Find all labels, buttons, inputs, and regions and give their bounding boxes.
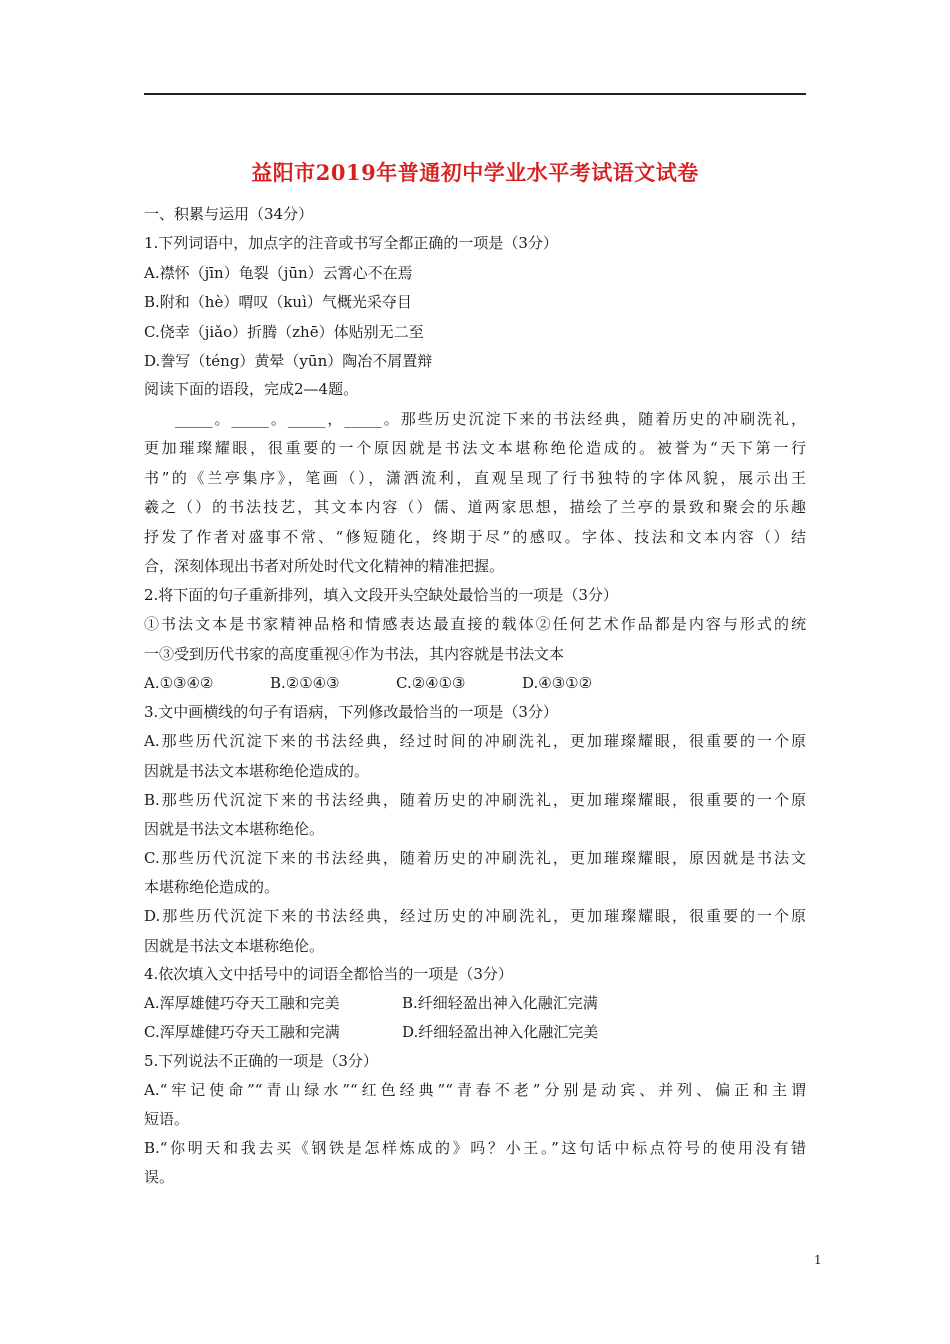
q2-option-d: D.④③①② bbox=[522, 674, 593, 692]
passage-line-3: 书”的《兰亭集序》，笔画（），潇洒流利，直观呈现了行书独特的字体风貌，展示出王 bbox=[144, 469, 806, 487]
page-number: 1 bbox=[814, 1253, 822, 1267]
passage-line-1: _____。_____。_____，_____。那些历史沉淀下来的书法经典，随着历史的冲刷洗礼， bbox=[175, 410, 806, 428]
q4-options-row-2 bbox=[144, 1021, 598, 1043]
q2-stem: 2.将下面的句子重新排列，填入文段开头空缺处最恰当的一项是（3分） bbox=[144, 586, 618, 604]
q3-option-a-line-1: A.那些历代沉淀下来的书法经典，经过时间的冲刷洗礼，更加璀璨耀眼，很重要的一个原 bbox=[144, 732, 806, 750]
exam-title: 益阳市2019年普通初中学业水平考试语文试卷 bbox=[251, 160, 699, 185]
q2-option-b: B.②①④③ bbox=[270, 674, 340, 692]
q2-sentences-line-1: ①书法文本是书家精神品格和情感表达最直接的载体②任何艺术作品都是内容与形式的统 bbox=[144, 615, 806, 633]
q5-option-b-line-1: B.“你明天和我去买《钢铁是怎样炼成的》吗？小王。”这句话中标点符号的使用没有错 bbox=[144, 1139, 806, 1157]
q2-option-c: C.②④①③ bbox=[396, 674, 466, 692]
q4-option-c: C.浑厚雄健巧夺天工融和完满 bbox=[144, 1023, 340, 1041]
q3-option-c-line-2: 本堪称绝伦造成的。 bbox=[144, 878, 280, 896]
q1-stem: 1.下列词语中，加点字的注音或书写全都正确的一项是（3分） bbox=[144, 234, 558, 252]
q5-option-a-line-1: A.“牢记使命”“青山绿水”“红色经典”“青春不老”分别是动宾、并列、偏正和主谓 bbox=[144, 1081, 806, 1099]
q2-options bbox=[144, 672, 592, 694]
passage-line-6: 合，深刻体现出书者对所处时代文化精神的精准把握。 bbox=[144, 557, 505, 575]
q3-option-b-line-2: 因就是书法文本堪称绝伦。 bbox=[144, 820, 325, 838]
q2-sentences-line-2: 一③受到历代书家的高度重视④作为书法，其内容就是书法文本 bbox=[144, 645, 565, 663]
q4-stem: 4.依次填入文中括号中的词语全都恰当的一项是（3分） bbox=[144, 965, 513, 983]
q3-stem: 3.文中画横线的句子有语病，下列修改最恰当的一项是（3分） bbox=[144, 703, 558, 721]
q3-option-d-line-2: 因就是书法文本堪称绝伦。 bbox=[144, 937, 325, 955]
q4-option-b: B.纤细轻盈出神入化融汇完满 bbox=[402, 994, 598, 1012]
q5-option-a-line-2: 短语。 bbox=[144, 1110, 190, 1128]
q4-option-a: A.浑厚雄健巧夺天工融和完美 bbox=[144, 994, 340, 1012]
q1-option-d: D.誊写（téng）黄晕（yūn）陶冶不屑置辩 bbox=[144, 352, 433, 370]
passage-line-4: 羲之（）的书法技艺，其文本内容（）儒、道两家思想，描绘了兰亭的景致和聚会的乐趣 bbox=[144, 498, 806, 516]
q4-options-row-1 bbox=[144, 992, 598, 1014]
q1-option-b: B.附和（hè）喟叹（kuì）气概光采夺目 bbox=[144, 293, 412, 311]
q3-option-a-line-2: 因就是书法文本堪称绝伦造成的。 bbox=[144, 762, 370, 780]
q5-stem: 5.下列说法不正确的一项是（3分） bbox=[144, 1052, 378, 1070]
q3-option-d-line-1: D.那些历代沉淀下来的书法经典，经过历史的冲刷洗礼，更加璀璨耀眼，很重要的一个原 bbox=[144, 907, 806, 925]
q2-option-a: A.①③④② bbox=[144, 674, 214, 692]
q3-option-c-line-1: C.那些历代沉淀下来的书法经典，随着历史的冲刷洗礼，更加璀璨耀眼，原因就是书法文 bbox=[144, 849, 806, 867]
q1-option-c: C.侥幸（jiǎo）折腾（zhē）体贴别无二至 bbox=[144, 323, 424, 341]
section-heading: 一、积累与运用（34分） bbox=[144, 205, 314, 223]
passage-line-2: 更加璀璨耀眼，很重要的一个原因就是书法文本堪称绝伦造成的。被誉为“天下第一行 bbox=[144, 439, 806, 457]
q1-option-a: A.襟怀（jīn）龟裂（jūn）云霄心不在焉 bbox=[144, 264, 413, 282]
q3-option-b-line-1: B.那些历代沉淀下来的书法经典，随着历史的冲刷洗礼，更加璀璨耀眼，很重要的一个原 bbox=[144, 791, 806, 809]
reading-intro: 阅读下面的语段，完成2—4题。 bbox=[144, 380, 359, 398]
q5-option-b-line-2: 误。 bbox=[144, 1168, 175, 1186]
passage-line-5: 抒发了作者对盛事不常、“修短随化，终期于尽”的感叹。字体、技法和文本内容（）结 bbox=[144, 528, 806, 546]
header-rule bbox=[144, 93, 806, 95]
q4-option-d: D.纤细轻盈出神入化融汇完美 bbox=[402, 1023, 599, 1041]
